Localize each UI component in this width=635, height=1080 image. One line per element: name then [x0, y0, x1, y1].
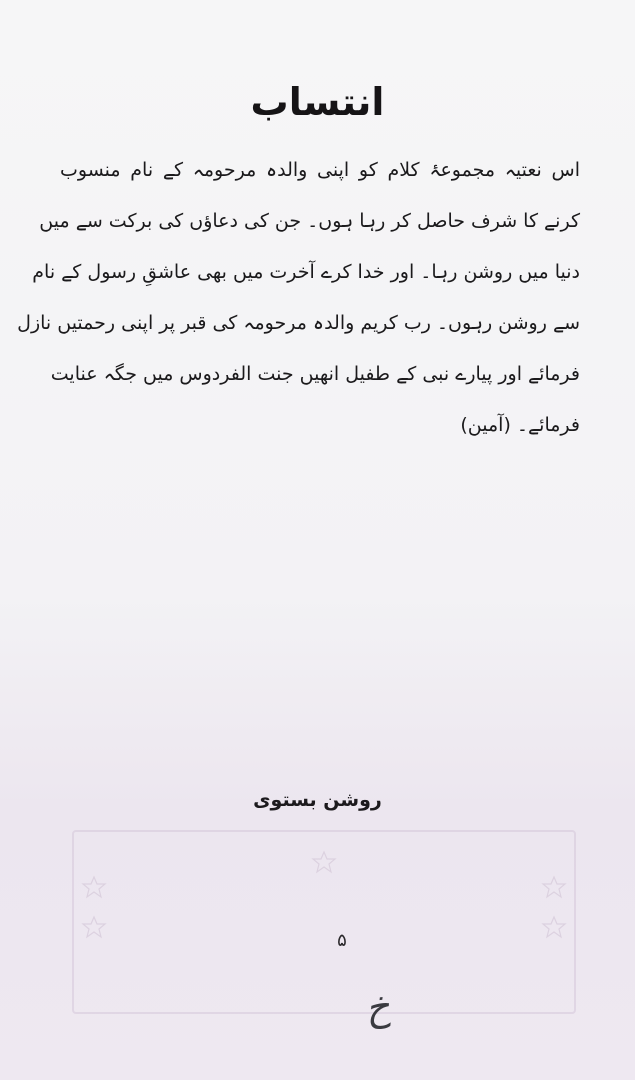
bleed-through-stars: [74, 832, 574, 1012]
dedication-line: دنیا میں روشن رہا۔ اور خدا کرے آخرت میں بھی عاشقِ رسول کے نام: [32, 261, 580, 283]
author-signature: روشن بستوی: [253, 789, 382, 811]
dedication-line: فرمائے اور پیارے نبی کے طفیل انھیں جنت الفردوس میں جگہ عنایت: [50, 363, 580, 385]
page-number: ۵: [337, 930, 347, 951]
dedication-line: سے روشن رہوں۔ رب کریم والدہ مرحومہ کی قبر پر اپنی رحمتیں نازل: [17, 312, 580, 334]
bleed-through-frame: [72, 830, 576, 1014]
dedication-heading: انتساب: [250, 80, 385, 124]
dedication-line: فرمائے۔ (آمین): [460, 414, 580, 436]
dedication-paragraph: [17, 145, 580, 451]
dedication-line: کرنے کا شرف حاصل کر رہا ہوں۔ جن کی دعاؤں کی برکت سے میں: [39, 210, 580, 232]
handwritten-mark: خ: [362, 983, 393, 1031]
dedication-line: اس نعتیہ مجموعۂ کلام کو اپنی والدہ مرحومہ کے نام منسوب: [60, 159, 580, 181]
